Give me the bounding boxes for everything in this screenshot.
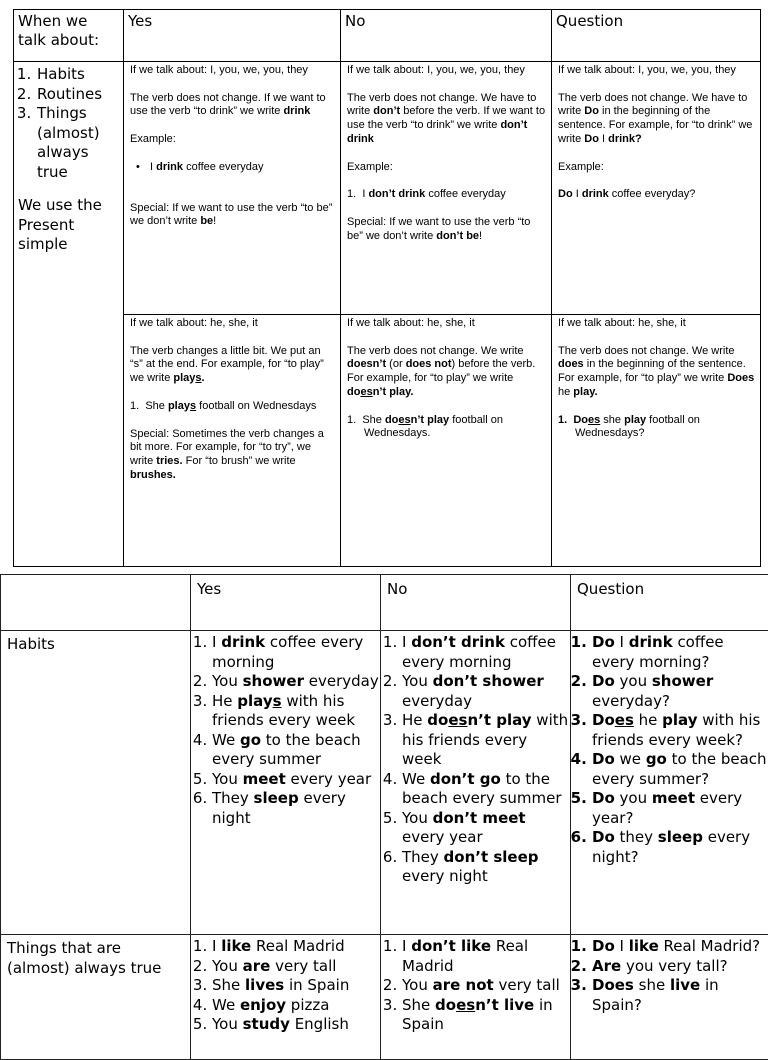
list-item: • I drink coffee everyday bbox=[136, 161, 335, 175]
examples-header-row bbox=[1, 575, 768, 631]
examples-row-facts bbox=[1, 935, 768, 1060]
rules-row-third-person bbox=[14, 315, 761, 567]
examples-yes bbox=[191, 935, 381, 1060]
examples-no bbox=[381, 631, 571, 935]
header-no: No bbox=[341, 10, 551, 31]
list-item: 1. She plays football on Wednesdays bbox=[130, 400, 335, 414]
list-item: 3. Does she live in Spain? bbox=[592, 976, 768, 1015]
list-item: 2. Routines bbox=[36, 85, 119, 105]
list-item: 3. She doesn’t live in Spain bbox=[402, 996, 570, 1035]
header-yes: Yes bbox=[191, 575, 380, 600]
example-label: Example: bbox=[130, 133, 335, 147]
rules-header-row bbox=[14, 10, 761, 62]
list-item: 1. I drink coffee every morning bbox=[212, 633, 380, 672]
rule-text: The verb changes a little bit. We put an “s” at the end. For example, for “to play” we write plays. bbox=[130, 345, 335, 386]
header-cell bbox=[14, 10, 124, 62]
header-question: Question bbox=[552, 10, 760, 31]
rule-cell-yes-third bbox=[124, 315, 341, 567]
list-item: 2. You are not very tall bbox=[402, 976, 570, 996]
list-item: 6. They don’t sleep every night bbox=[402, 848, 570, 887]
list-item: 4. We enjoy pizza bbox=[212, 996, 380, 1016]
rule-cell-yes-plural bbox=[124, 62, 341, 315]
list-item: 3. She lives in Spain bbox=[212, 976, 380, 996]
examples-row-habits bbox=[1, 631, 768, 935]
rule-cell-no-third bbox=[341, 315, 552, 567]
list-item: 5. You study English bbox=[212, 1015, 380, 1035]
list-item: 6. Do they sleep every night? bbox=[592, 828, 768, 867]
header-cell bbox=[571, 575, 768, 631]
rule-cell-question-plural bbox=[552, 62, 761, 315]
rule-intro: If we talk about: he, she, it bbox=[130, 317, 335, 331]
rules-row-plural bbox=[14, 62, 761, 315]
rule-intro: If we talk about: he, she, it bbox=[558, 317, 755, 331]
example-list bbox=[347, 414, 546, 441]
example-list bbox=[558, 414, 755, 441]
list-item: 1. Do I like Real Madrid? bbox=[592, 937, 768, 957]
topic-list bbox=[18, 65, 119, 182]
example-list bbox=[381, 937, 570, 1035]
header-no: No bbox=[381, 575, 570, 600]
list-item: 2. Are you very tall? bbox=[592, 957, 768, 977]
rule-text: The verb does not change. We write doesn’t (or does not) before the verb. For example, for “to play” we write doesn’t play. bbox=[347, 345, 546, 400]
list-item: 5. Do you meet every year? bbox=[592, 789, 768, 828]
rule-text: The verb does not change. We have to write Do in the beginning of the sentence. For example, for “to drink” we write Do I drink? bbox=[558, 92, 755, 147]
row-label: Things that are (almost) always true bbox=[1, 935, 191, 1060]
example-label: Example: bbox=[347, 161, 546, 175]
header-cell bbox=[191, 575, 381, 631]
rule-cell-no-plural bbox=[341, 62, 552, 315]
example-list bbox=[571, 937, 768, 1015]
list-item: 1. Do I drink coffee every morning? bbox=[592, 633, 768, 672]
example-list bbox=[130, 400, 335, 414]
list-item: 3. He plays with his friends every week bbox=[212, 692, 380, 731]
rule-cell-question-third bbox=[552, 315, 761, 567]
list-item: 1. I don’t drink coffee every morning bbox=[402, 633, 570, 672]
tense-note: We use the Present simple bbox=[18, 196, 119, 255]
rule-intro: If we talk about: I, you, we, you, they bbox=[347, 64, 546, 78]
rule-intro: If we talk about: I, you, we, you, they bbox=[558, 64, 755, 78]
list-item: 1. I don’t like Real Madrid bbox=[402, 937, 570, 976]
list-item: 4. Do we go to the beach every summer? bbox=[592, 750, 768, 789]
header-cell bbox=[552, 10, 761, 62]
list-item: 3. He doesn’t play with his friends every week bbox=[402, 711, 570, 770]
header-cell bbox=[124, 10, 341, 62]
example-label: Example: bbox=[558, 161, 755, 175]
list-item: 4. We don’t go to the beach every summer bbox=[402, 770, 570, 809]
rule-intro: If we talk about: I, you, we, you, they bbox=[130, 64, 335, 78]
list-item: 1. Habits bbox=[36, 65, 119, 85]
list-item: 2. You shower everyday bbox=[212, 672, 380, 692]
list-item: 1. She doesn’t play football on Wednesdays. bbox=[347, 414, 546, 441]
list-item: 5. You meet every year bbox=[212, 770, 380, 790]
header-topic: When we talk about: bbox=[14, 10, 123, 50]
list-item: 2. You are very tall bbox=[212, 957, 380, 977]
list-item: 4. We go to the beach every summer bbox=[212, 731, 380, 770]
topic-cell bbox=[14, 62, 124, 567]
example-list bbox=[571, 633, 768, 867]
list-item: 2. Do you shower everyday? bbox=[592, 672, 768, 711]
list-item: 5. You don’t meet every year bbox=[402, 809, 570, 848]
examples-no bbox=[381, 935, 571, 1060]
example-list bbox=[191, 633, 380, 828]
header-cell bbox=[381, 575, 571, 631]
list-item: 2. You don’t shower everyday bbox=[402, 672, 570, 711]
list-item: 6. They sleep every night bbox=[212, 789, 380, 828]
examples-question bbox=[571, 631, 768, 935]
rule-text: The verb does not change. We write does in the beginning of the sentence. For example, for “to play” we write Does he play. bbox=[558, 345, 755, 400]
rules-table bbox=[13, 9, 761, 567]
special-note: Special: Sometimes the verb changes a bit more. For example, for “to try”, we write tries. For “to brush” we write brushes. bbox=[130, 428, 335, 483]
list-item: 1. I don’t drink coffee everyday bbox=[347, 188, 546, 202]
examples-table bbox=[0, 574, 768, 1060]
header-yes: Yes bbox=[124, 10, 340, 31]
example-sentence: Do I drink coffee everyday? bbox=[558, 188, 755, 202]
rule-text: The verb does not change. If we want to use the verb “to drink” we write drink bbox=[130, 92, 335, 119]
examples-question bbox=[571, 935, 768, 1060]
list-item: 3. Does he play with his friends every week? bbox=[592, 711, 768, 750]
header-cell bbox=[341, 10, 552, 62]
example-list bbox=[381, 633, 570, 887]
example-list bbox=[130, 161, 335, 175]
header-question: Question bbox=[571, 575, 768, 600]
examples-yes bbox=[191, 631, 381, 935]
rule-text: The verb does not change. We have to write don’t before the verb. If we want to use the verb “to drink” we write don’t drink bbox=[347, 92, 546, 147]
special-note: Special: If we want to use the verb “to be” we don’t write don’t be! bbox=[347, 216, 546, 243]
special-note: Special: If we want to use the verb “to be” we don’t write be! bbox=[130, 202, 335, 229]
rule-intro: If we talk about: he, she, it bbox=[347, 317, 546, 331]
example-list bbox=[191, 937, 380, 1035]
header-empty bbox=[1, 575, 190, 580]
list-item: 1. I like Real Madrid bbox=[212, 937, 380, 957]
header-cell bbox=[1, 575, 191, 631]
example-list bbox=[347, 188, 546, 202]
row-label: Habits bbox=[1, 631, 191, 935]
list-item: 3. Things (almost) always true bbox=[36, 104, 119, 182]
list-item: 1. Does she play football on Wednesdays? bbox=[558, 414, 755, 441]
